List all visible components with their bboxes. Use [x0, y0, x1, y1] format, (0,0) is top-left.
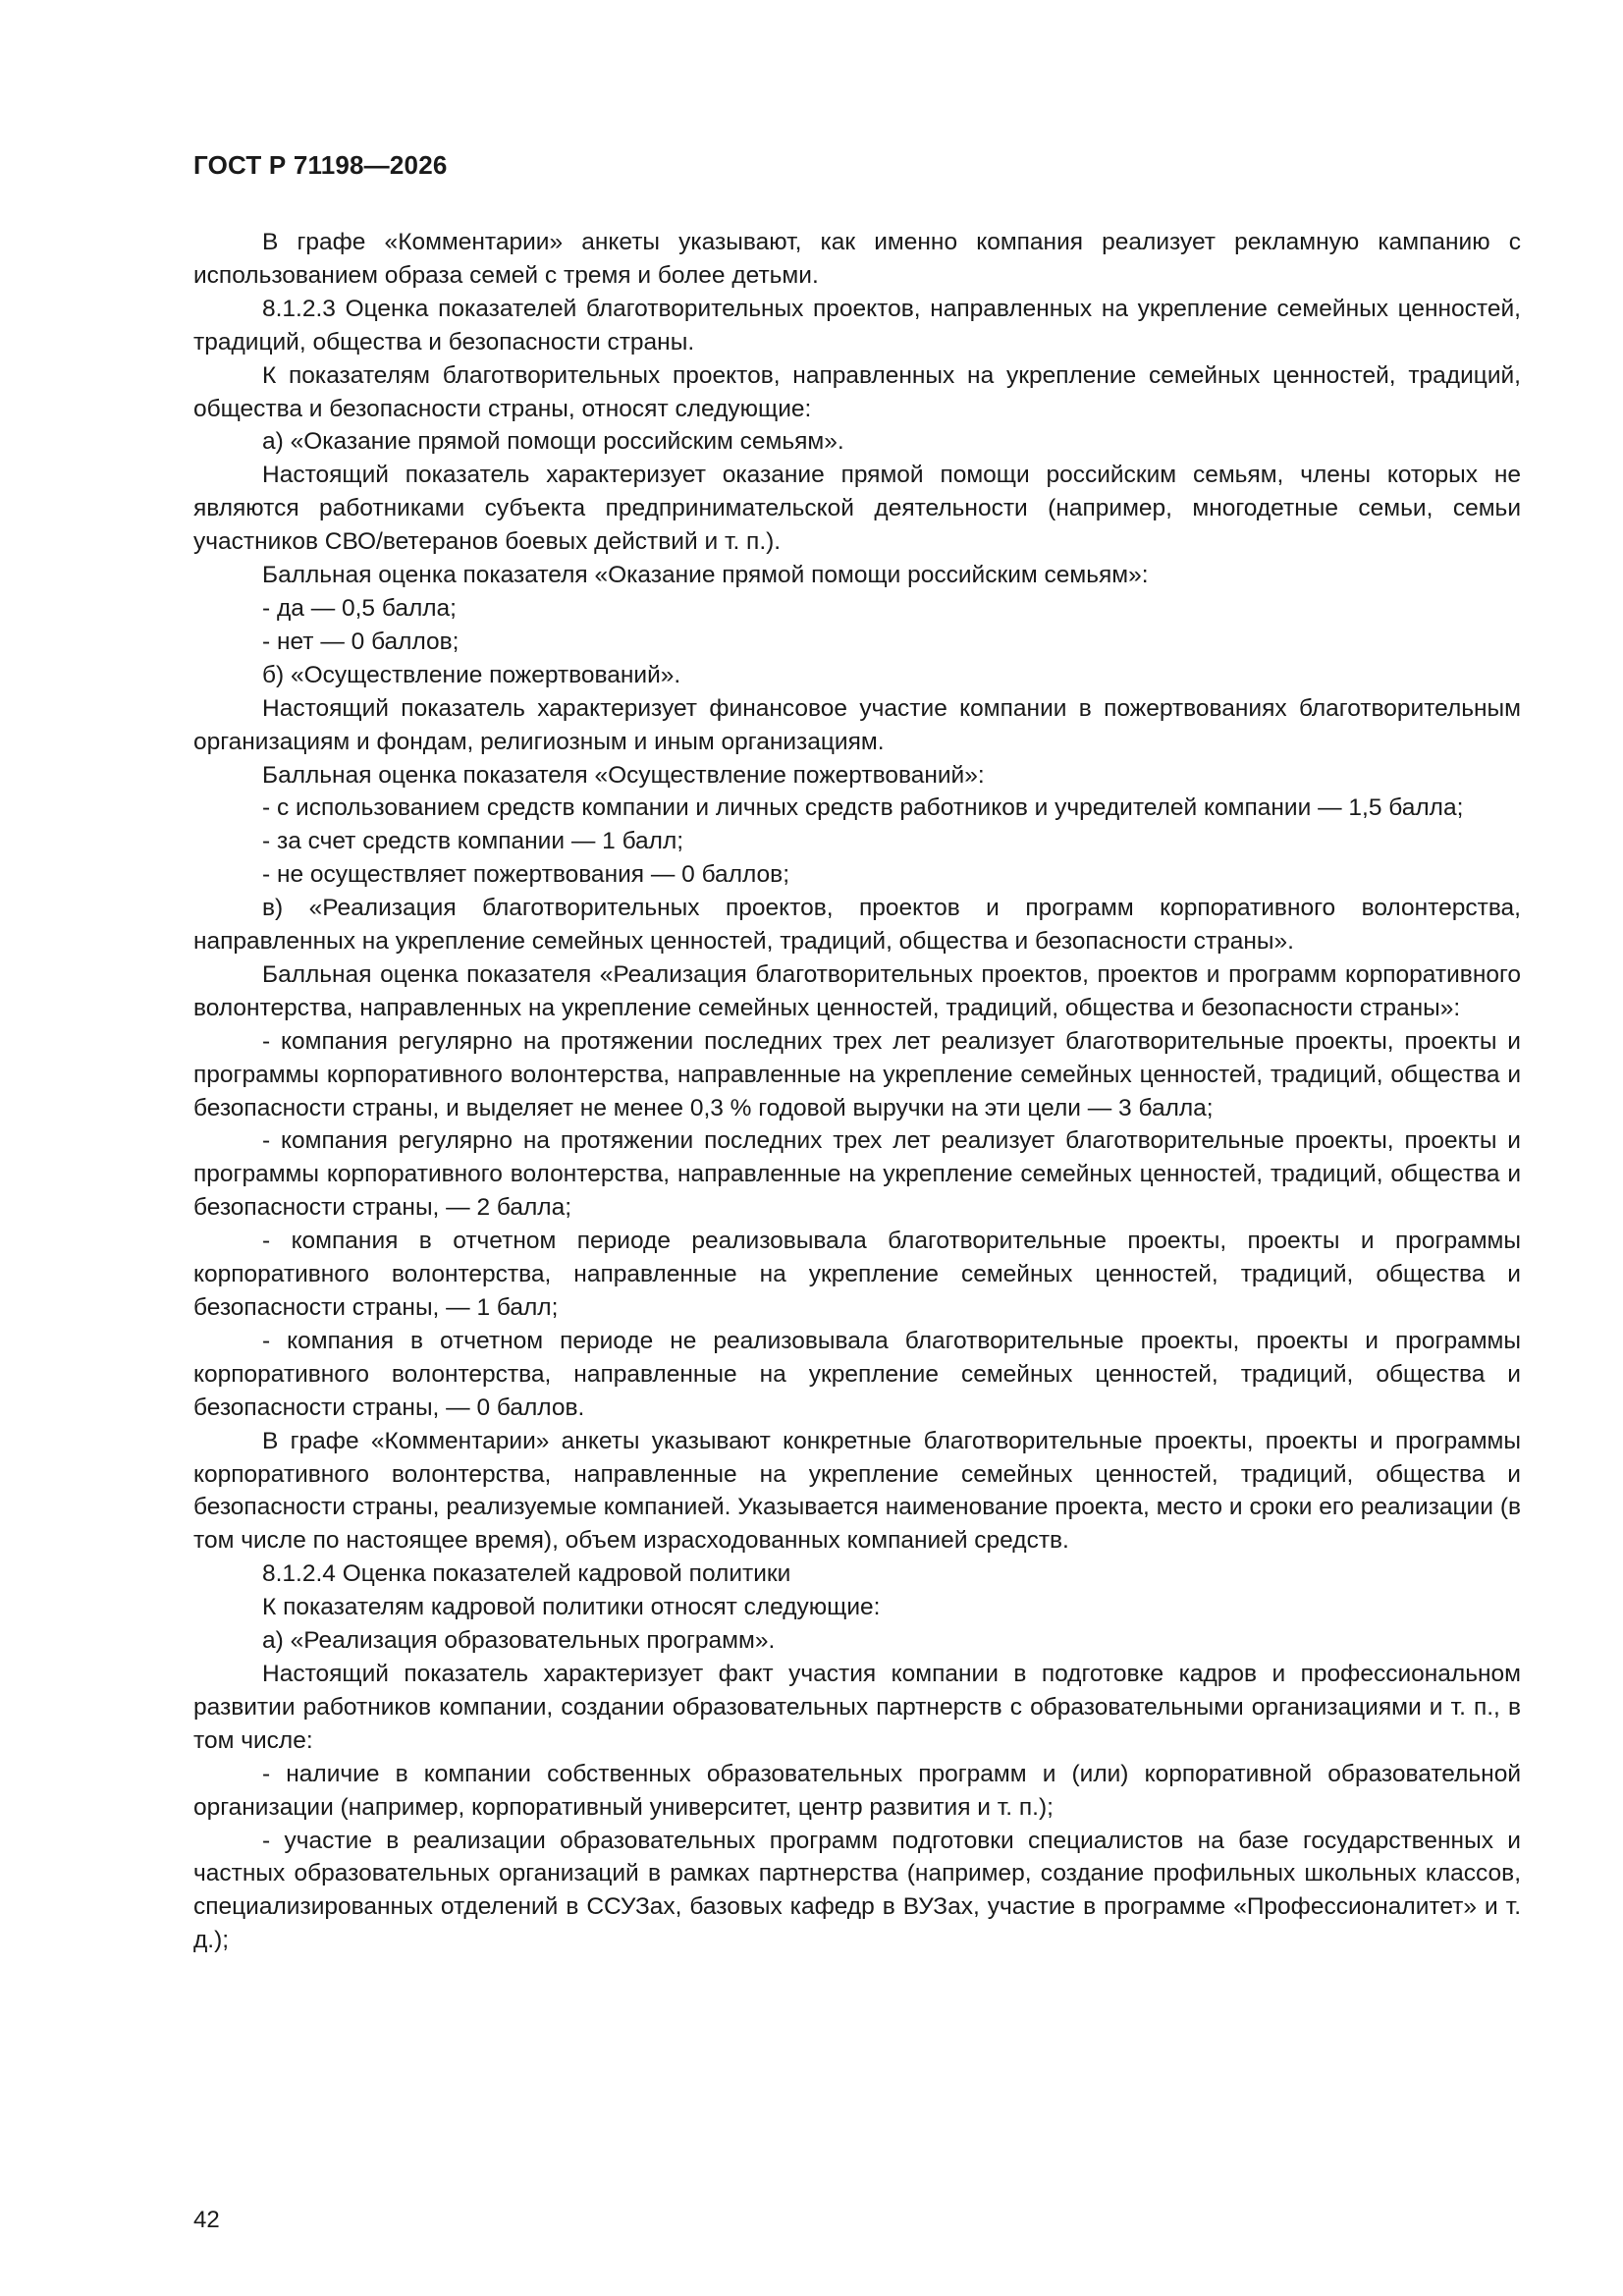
paragraph: В графе «Комментарии» анкеты указывают конкретные благотворительные проекты, проекты и программы корпоративного волонтерства, направленные на укрепление семейных ценностей, традиций, общества и безопасности страны, реализуемые компанией. Указывается наименование проекта, место и сроки его реализации (в том числе по настоящее время), объем израсходованных компанией средств.: [193, 1427, 1521, 1555]
list-item: б) «Осуществление пожертвований».: [262, 661, 681, 688]
list-item: - участие в реализации образовательных программ подготовки специалистов на базе государственных и частных образовательных организаций в рамках партнерства (например, создание профильных школьных классов, специализированных отделений в ССУЗах, базовых кафедр в ВУЗах, участие в программе «Профессионалитет» и т. д.);: [193, 1827, 1521, 1954]
list-item: - за счет средств компании — 1 балл;: [262, 828, 684, 855]
paragraph: Настоящий показатель характеризует финансовое участие компании в пожертвованиях благотворительным организациям и фондам, религиозным и иным организациям.: [193, 694, 1521, 755]
list-item: в) «Реализация благотворительных проектов, проектов и программ корпоративного волонтерства, направленных на укрепление семейных ценностей, традиций, общества и безопасности страны».: [193, 895, 1521, 956]
list-item: - не осуществляет пожертвования — 0 баллов;: [262, 861, 790, 889]
paragraph: Балльная оценка показателя «Оказание прямой помощи российским семьям»:: [262, 562, 1149, 589]
paragraph: Настоящий показатель характеризует оказание прямой помощи российским семьям, члены которых не являются работниками субъекта предпринимательской деятельности (например, многодетные семьи, семьи участников СВО/ветеранов боевых действий и т. п.).: [193, 462, 1521, 556]
list-item: - с использованием средств компании и личных средств работников и учредителей компании — 1,5 балла;: [262, 794, 1464, 822]
document-header: ГОСТ Р 71198—2026: [193, 150, 448, 180]
list-item: а) «Оказание прямой помощи российским семьям».: [262, 428, 844, 456]
section-heading: 8.1.2.4 Оценка показателей кадровой политики: [262, 1560, 791, 1588]
list-item: - нет — 0 баллов;: [262, 628, 460, 655]
list-item: - да — 0,5 балла;: [262, 594, 457, 622]
list-item: - наличие в компании собственных образовательных программ и (или) корпоративной образовательной организации (например, корпоративный университет, центр развития и т. п.);: [193, 1760, 1521, 1821]
paragraph: В графе «Комментарии» анкеты указывают, как именно компания реализует рекламную кампанию с использованием образа семей с тремя и более детьми.: [193, 229, 1521, 289]
list-item: - компания в отчетном периоде не реализовывала благотворительные проекты, проекты и программы корпоративного волонтерства, направленные на укрепление семейных ценностей, традиций, общества и безопасности страны, — 0 баллов.: [193, 1327, 1521, 1421]
paragraph: Балльная оценка показателя «Осуществление пожертвований»:: [262, 761, 985, 789]
paragraph: К показателям благотворительных проектов, направленных на укрепление семейных ценностей, традиций, общества и безопасности страны, относят следующие:: [193, 361, 1521, 422]
list-item: - компания регулярно на протяжении последних трех лет реализует благотворительные проекты, проекты и программы корпоративного волонтерства, направленные на укрепление семейных ценностей, традиций, общества и безопасности страны, — 2 балла;: [193, 1127, 1521, 1222]
document-body: [193, 226, 1521, 1957]
paragraph: 8.1.2.3 Оценка показателей благотворительных проектов, направленных на укрепление семейных ценностей, традиций, общества и безопасности страны.: [193, 295, 1521, 355]
paragraph: Балльная оценка показателя «Реализация благотворительных проектов, проектов и программ корпоративного волонтерства, направленных на укрепление семейных ценностей, традиций, общества и безопасности страны»:: [193, 960, 1521, 1021]
paragraph: Настоящий показатель характеризует факт участия компании в подготовке кадров и профессиональном развитии работников компании, создании образовательных партнерств с образовательными организациями и т. п., в том числе:: [193, 1660, 1521, 1754]
list-item: - компания регулярно на протяжении последних трех лет реализует благотворительные проекты, проекты и программы корпоративного волонтерства, направленные на укрепление семейных ценностей, традиций, общества и безопасности страны, и выделяет не менее 0,3 % годовой выручки на эти цели — 3 балла;: [193, 1027, 1521, 1121]
page-number: 42: [193, 2207, 220, 2233]
list-item: а) «Реализация образовательных программ».: [262, 1627, 776, 1655]
paragraph: К показателям кадровой политики относят следующие:: [262, 1594, 881, 1621]
list-item: - компания в отчетном периоде реализовывала благотворительные проекты, проекты и программы корпоративного волонтерства, направленные на укрепление семейных ценностей, традиций, общества и безопасности страны, — 1 балл;: [193, 1228, 1521, 1321]
